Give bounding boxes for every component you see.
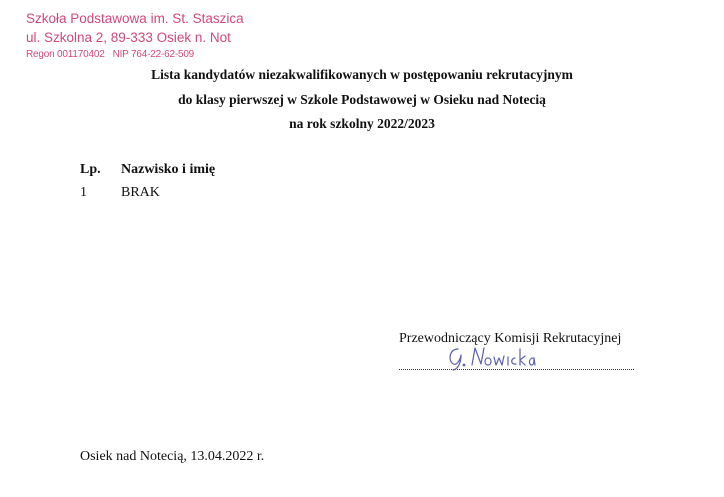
title-line-2: do klasy pierwszej w Szkole Podstawowej w Osieku nad Notecią — [178, 91, 546, 107]
row-name: BRAK — [121, 184, 160, 200]
row-number: 1 — [80, 184, 87, 200]
header-name: Nazwisko i imię — [121, 161, 216, 177]
title-line-1: Lista kandydatów niezakwalifikowanych w postępowaniu rekrutacyjnym — [151, 67, 573, 82]
header-lp: Lp. — [80, 161, 101, 177]
candidate-list — [80, 158, 215, 204]
stamp-ids — [26, 48, 244, 62]
signature-line — [399, 357, 634, 370]
signature-title: Przewodniczący Komisji Rekrutacyjnej — [399, 331, 622, 346]
place-and-date: Osiek nad Notecią, 13.04.2022 r. — [80, 449, 265, 464]
title-line-3: na rok szkolny 2022/2023 — [289, 116, 435, 131]
list-item — [80, 181, 215, 204]
stamp-school-name: Szkoła Podstawowa im. St. Staszica — [26, 11, 244, 26]
list-header — [80, 158, 215, 181]
school-stamp — [26, 9, 244, 62]
stamp-address: ul. Szkolna 2, 89-333 Osiek n. Not — [26, 30, 231, 45]
stamp-regon: Regon 001170402 — [26, 49, 105, 60]
signature-block — [399, 331, 634, 370]
stamp-nip: NIP 764-22-62-509 — [112, 49, 195, 60]
handwritten-signature — [444, 343, 544, 373]
document-title — [0, 63, 724, 137]
